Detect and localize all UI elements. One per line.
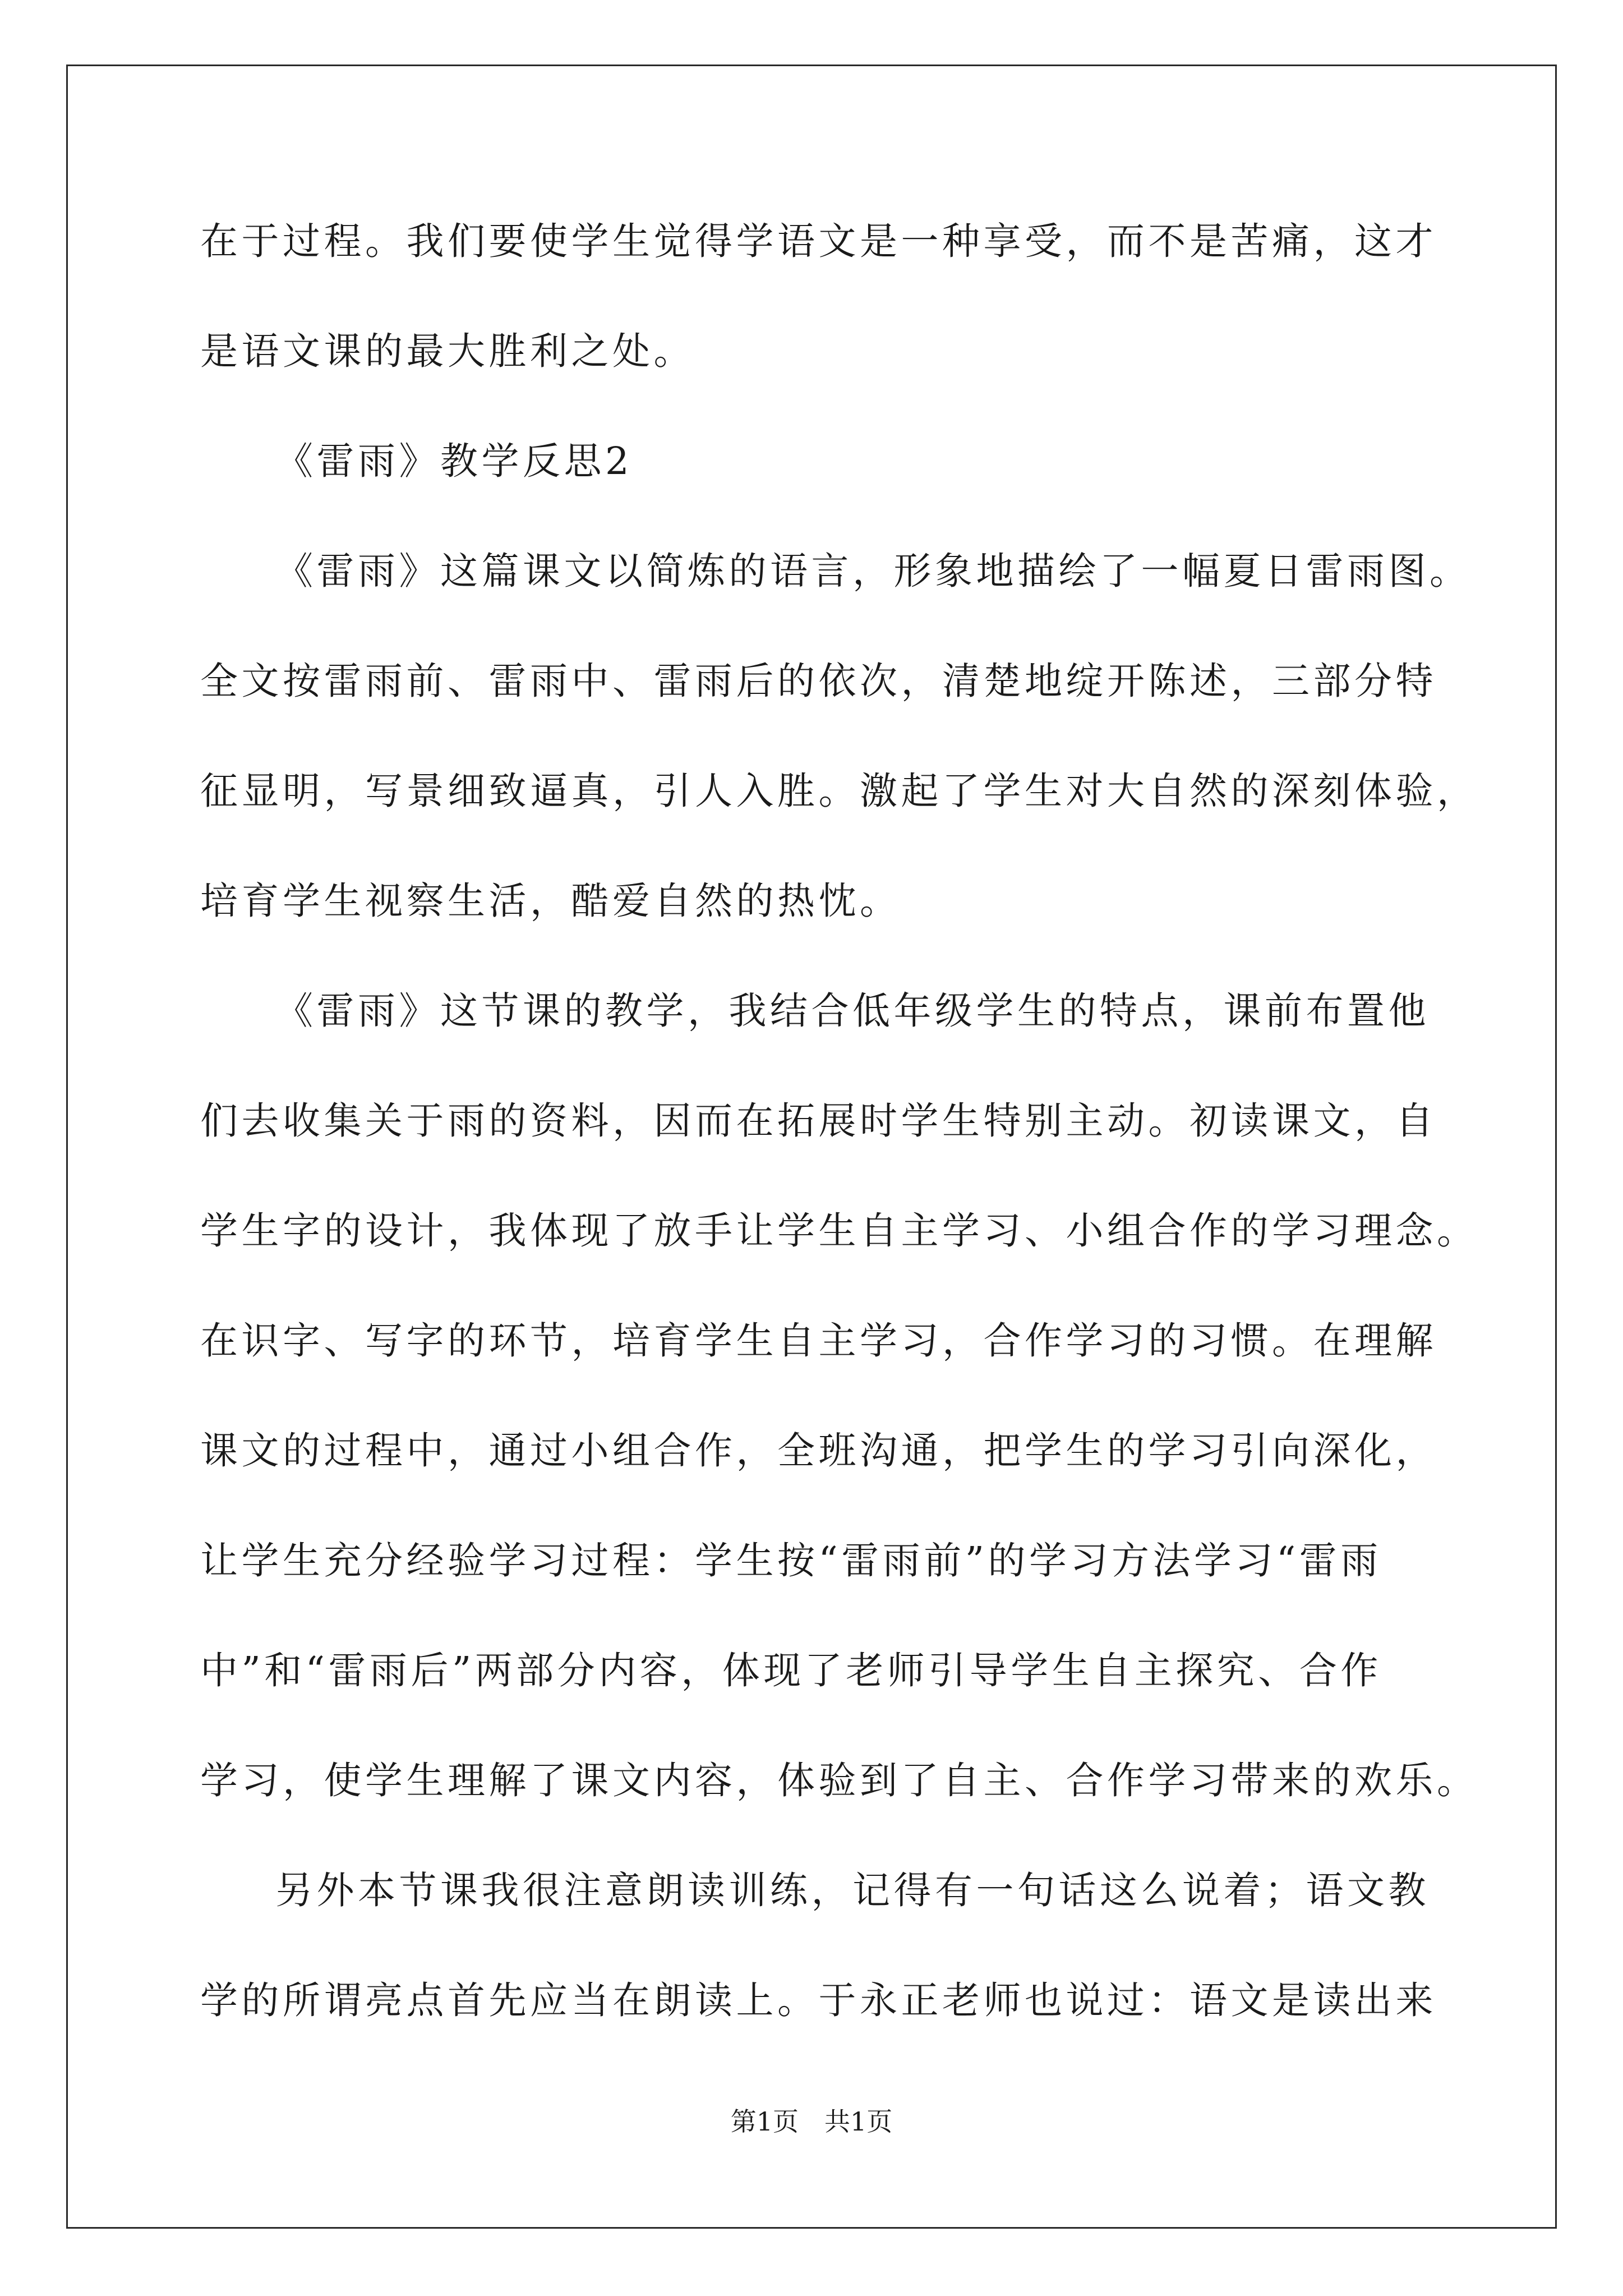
text-line: 《雷雨》这节课的教学，我结合低年级学生的特点，课前布置他 <box>275 989 1430 1033</box>
page-number-footer: 第1页 共1页 <box>730 2106 893 2137</box>
text-line: 学习，使学生理解了课文内容，体验到了自主、合作学习带来的欢乐。 <box>200 1759 1478 1802</box>
text-line: 《雷雨》这篇课文以简炼的语言，形象地描绘了一幅夏日雷雨图。 <box>275 549 1471 593</box>
text-line: 学生字的设计，我体现了放手让学生自主学习、小组合作的学习理念。 <box>200 1209 1478 1253</box>
text-line: 培育学生视察生活，酷爱自然的热忱。 <box>200 879 901 923</box>
text-line: 在于过程。我们要使学生觉得学语文是一种享受，而不是苦痛，这才 <box>200 219 1437 263</box>
text-line: 课文的过程中，通过小组合作，全班沟通，把学生的学习引向深化， <box>200 1429 1437 1473</box>
text-line: 们去收集关于雨的资料，因而在拓展时学生特别主动。初读课文，自 <box>200 1099 1437 1143</box>
text-line: 征显明，写景细致逼真，引人入胜。激起了学生对大自然的深刻体验， <box>200 769 1478 813</box>
text-line: 是语文课的最大胜利之处。 <box>200 329 695 373</box>
text-line: 中”和“雷雨后”两部分内容，体现了老师引导学生自主探究、合作 <box>200 1649 1382 1692</box>
text-line: 让学生充分经验学习过程：学生按“雷雨前”的学习方法学习“雷雨 <box>200 1539 1382 1582</box>
text-line: 另外本节课我很注意朗读训练，记得有一句话这么说着；语文教 <box>275 1869 1430 1912</box>
text-line: 在识字、写字的环节，培育学生自主学习，合作学习的习惯。在理解 <box>200 1319 1437 1363</box>
text-line: 全文按雷雨前、雷雨中、雷雨后的依次，清楚地绽开陈述，三部分特 <box>200 659 1437 703</box>
section-heading: 《雷雨》教学反思2 <box>275 439 633 483</box>
text-line: 学的所谓亮点首先应当在朗读上。于永正老师也说过：语文是读出来 <box>200 1978 1437 2022</box>
